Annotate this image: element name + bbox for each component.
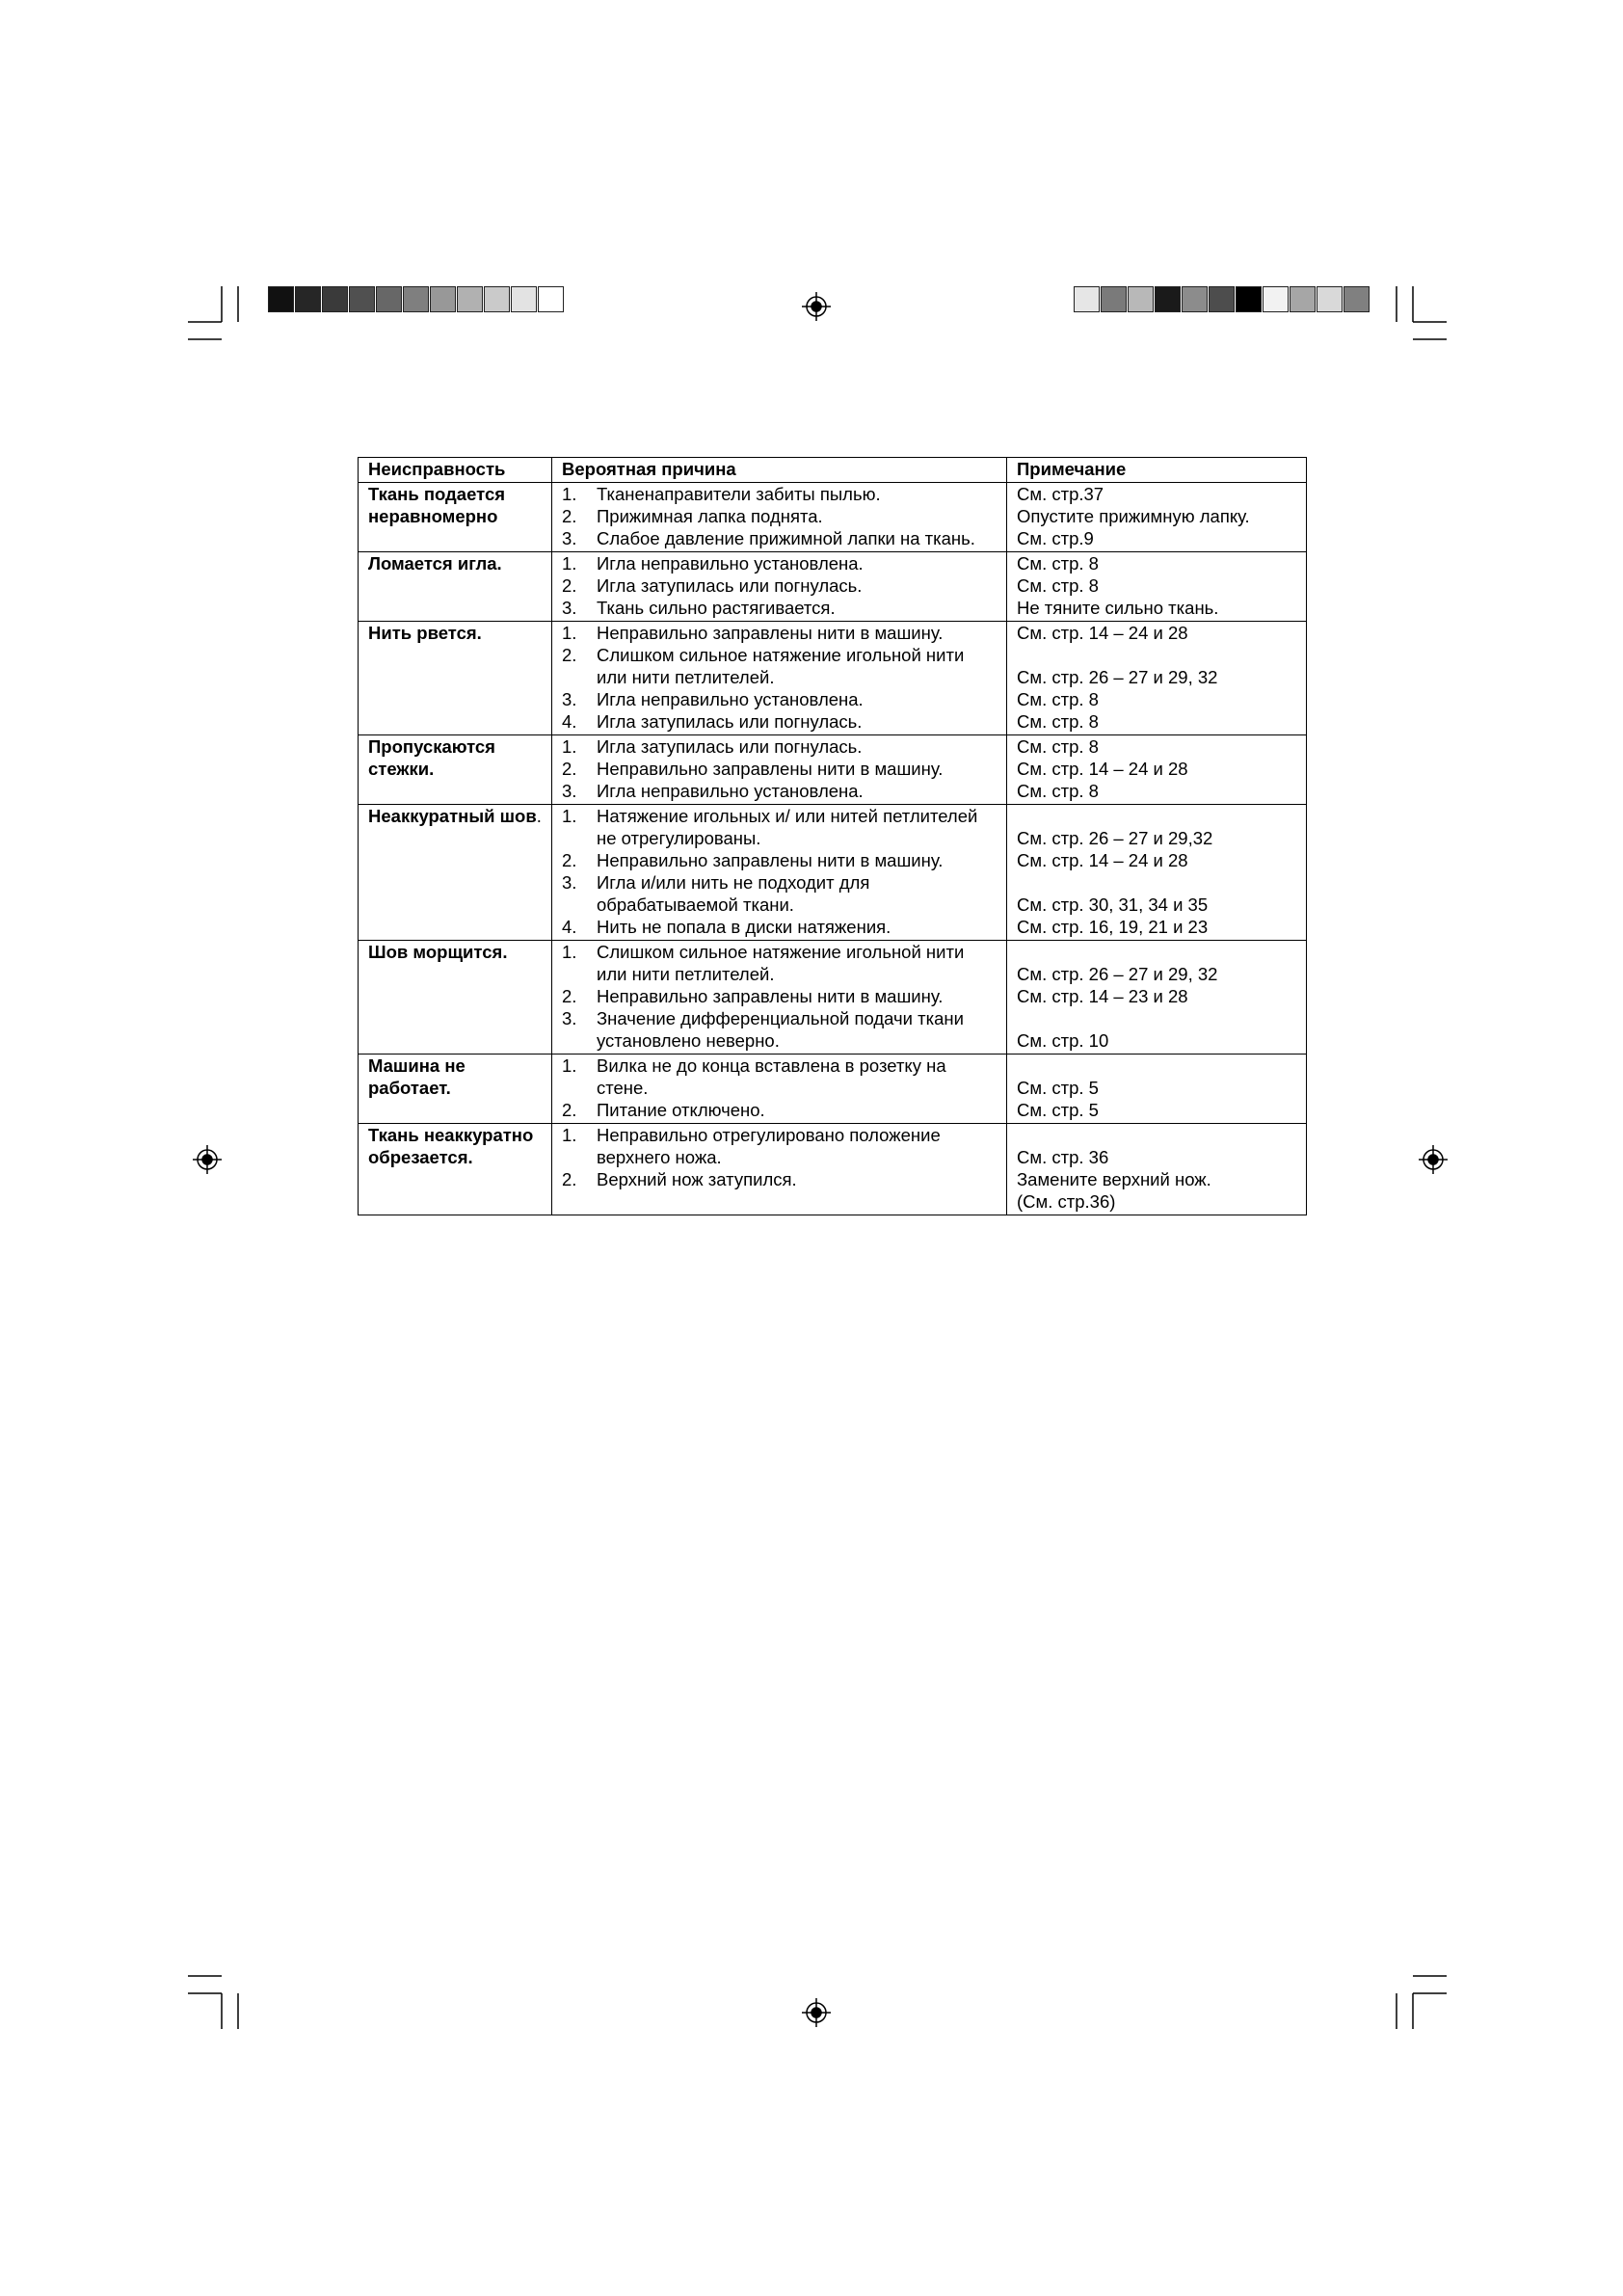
table-row [359, 552, 1307, 622]
note-line [1017, 1124, 1296, 1146]
fault-cell [359, 805, 552, 941]
ramp-left-swatch [295, 286, 321, 312]
cause-item [562, 505, 997, 527]
cause-number: 1. [562, 736, 577, 757]
note-cell [1007, 805, 1307, 941]
cause-text: Слишком сильное натяжение игольной нити или нити петлителей. [597, 942, 965, 984]
note-cell [1007, 1055, 1307, 1124]
cause-number: 2. [562, 1169, 577, 1189]
table-row [359, 805, 1307, 941]
cause-number: 2. [562, 1100, 577, 1120]
ramp-right-swatch [1074, 286, 1100, 312]
table-row [359, 735, 1307, 805]
fault-text: Ткань неаккуратно обрезается. [368, 1125, 534, 1167]
fault-text: Пропускаются стежки. [368, 736, 495, 779]
header-note: Примечание [1007, 458, 1307, 483]
note-line: См. стр. 26 – 27 и 29, 32 [1017, 964, 1218, 984]
ramp-left-swatch [349, 286, 375, 312]
cause-cell [552, 1124, 1007, 1215]
cause-number: 2. [562, 986, 577, 1006]
cause-number: 3. [562, 598, 577, 618]
cause-number: 3. [562, 1008, 577, 1028]
cause-text: Неправильно заправлены нити в машину. [597, 986, 944, 1006]
ramp-right-swatch [1317, 286, 1343, 312]
cause-item [562, 483, 997, 505]
cause-cell [552, 1055, 1007, 1124]
header-cause: Вероятная причина [552, 458, 1007, 483]
fault-cell [359, 483, 552, 552]
note-line: См. стр. 10 [1017, 1030, 1109, 1051]
cause-item [562, 1124, 997, 1168]
cause-item [562, 644, 997, 688]
cause-number: 1. [562, 553, 577, 574]
table-row [359, 622, 1307, 735]
cause-item [562, 849, 997, 871]
fault-text-tail: . [536, 806, 542, 826]
ramp-right-swatch [1182, 286, 1208, 312]
note-line: (См. стр.36) [1017, 1191, 1116, 1212]
cause-text: Тканенаправители забиты пылью. [597, 484, 881, 504]
cause-item [562, 552, 997, 574]
note-line: См. стр. 8 [1017, 711, 1099, 732]
cause-text: Игла неправильно установлена. [597, 553, 864, 574]
fault-text: Ткань подается неравномерно [368, 484, 506, 526]
note-cell [1007, 941, 1307, 1055]
cause-number: 2. [562, 759, 577, 779]
cause-item [562, 985, 997, 1007]
cause-cell [552, 805, 1007, 941]
cause-number: 2. [562, 850, 577, 870]
troubleshooting-table [358, 457, 1307, 1215]
note-line [1017, 1007, 1296, 1029]
note-cell [1007, 552, 1307, 622]
fault-cell [359, 1124, 552, 1215]
cause-item [562, 780, 997, 802]
cause-number: 4. [562, 711, 577, 732]
note-line [1017, 871, 1296, 894]
cause-cell [552, 941, 1007, 1055]
cause-number: 1. [562, 484, 577, 504]
note-line: Замените верхний нож. [1017, 1169, 1211, 1189]
ramp-left-swatch [322, 286, 348, 312]
note-line: См. стр. 8 [1017, 689, 1099, 709]
note-line: См. стр. 36 [1017, 1147, 1109, 1167]
ramp-right-swatch [1344, 286, 1370, 312]
cause-text: Неправильно заправлены нити в машину. [597, 623, 944, 643]
fault-cell [359, 552, 552, 622]
cause-cell [552, 552, 1007, 622]
fault-text: Ломается игла. [368, 553, 502, 574]
cause-number: 1. [562, 806, 577, 826]
ramp-left-swatch [430, 286, 456, 312]
note-line: Не тяните сильно ткань. [1017, 598, 1219, 618]
cause-text: Слишком сильное натяжение игольной нити или нити петлителей. [597, 645, 965, 687]
ramp-left-swatch [457, 286, 483, 312]
cause-item [562, 622, 997, 644]
cause-item [562, 805, 997, 849]
note-line [1017, 805, 1296, 827]
cause-text: Игла затупилась или погнулась. [597, 711, 863, 732]
note-line: См. стр. 26 – 27 и 29,32 [1017, 828, 1213, 848]
note-line: См. стр. 8 [1017, 736, 1099, 757]
cause-text: Неправильно заправлены нити в машину. [597, 759, 944, 779]
cause-number: 2. [562, 645, 577, 665]
cause-text: Ткань сильно растягивается. [597, 598, 836, 618]
cause-item [562, 1168, 997, 1190]
cause-item [562, 574, 997, 597]
cause-item [562, 1099, 997, 1121]
cause-text: Вилка не до конца вставлена в розетку на стене. [597, 1055, 946, 1098]
cause-number: 4. [562, 917, 577, 937]
cause-item [562, 597, 997, 619]
cause-text: Нить не попала в диски натяжения. [597, 917, 891, 937]
ramp-left-swatch [403, 286, 429, 312]
note-cell [1007, 1124, 1307, 1215]
cause-cell [552, 483, 1007, 552]
cause-text: Неправильно отрегулировано положение верхнего ножа. [597, 1125, 941, 1167]
cause-item [562, 527, 997, 549]
note-line: См. стр.37 [1017, 484, 1104, 504]
note-line: См. стр. 8 [1017, 553, 1099, 574]
cause-cell [552, 735, 1007, 805]
cause-item [562, 710, 997, 733]
table-row [359, 483, 1307, 552]
cause-text: Игла неправильно установлена. [597, 689, 864, 709]
note-cell [1007, 483, 1307, 552]
note-line: См. стр. 26 – 27 и 29, 32 [1017, 667, 1218, 687]
ramp-left-swatch [268, 286, 294, 312]
cause-text: Игла затупилась или погнулась. [597, 575, 863, 596]
ramp-right-swatch [1290, 286, 1316, 312]
cause-text: Неправильно заправлены нити в машину. [597, 850, 944, 870]
fault-cell [359, 622, 552, 735]
gray-ramp-left [268, 286, 565, 312]
ramp-right-swatch [1128, 286, 1154, 312]
cause-text: Слабое давление прижимной лапки на ткань. [597, 528, 975, 548]
cause-text: Игла и/или нить не подходит для обрабатываемой ткани. [597, 872, 870, 915]
cause-number: 3. [562, 528, 577, 548]
note-line: См. стр. 14 – 24 и 28 [1017, 623, 1188, 643]
cause-cell [552, 622, 1007, 735]
fault-text: Нить рвется. [368, 623, 482, 643]
fault-text: Шов морщится. [368, 942, 508, 962]
cause-text: Верхний нож затупился. [597, 1169, 797, 1189]
cause-number: 1. [562, 1125, 577, 1145]
cause-text: Игла неправильно установлена. [597, 781, 864, 801]
note-line [1017, 1055, 1296, 1077]
cause-text: Натяжение игольных и/ или нитей петлителей не отрегулированы. [597, 806, 978, 848]
table-row [359, 941, 1307, 1055]
fault-text: Машина не работает. [368, 1055, 466, 1098]
note-line: См. стр. 14 – 24 и 28 [1017, 759, 1188, 779]
note-cell [1007, 622, 1307, 735]
ramp-right-swatch [1236, 286, 1262, 312]
fault-text: Неаккуратный шов [368, 806, 537, 826]
cause-text: Питание отключено. [597, 1100, 765, 1120]
ramp-left-swatch [376, 286, 402, 312]
table-row [359, 1055, 1307, 1124]
note-line: См. стр. 5 [1017, 1100, 1099, 1120]
ramp-left-swatch [484, 286, 510, 312]
cause-text: Игла затупилась или погнулась. [597, 736, 863, 757]
note-line: Опустите прижимную лапку. [1017, 506, 1250, 526]
ramp-right-swatch [1101, 286, 1127, 312]
note-line: См. стр. 5 [1017, 1078, 1099, 1098]
note-line: См. стр. 16, 19, 21 и 23 [1017, 917, 1209, 937]
cause-number: 2. [562, 506, 577, 526]
cause-number: 1. [562, 1055, 577, 1076]
table-header-row [359, 458, 1307, 483]
cause-item [562, 871, 997, 916]
ramp-right-swatch [1263, 286, 1289, 312]
header-fault: Неисправность [359, 458, 552, 483]
note-line: См. стр. 14 – 24 и 28 [1017, 850, 1188, 870]
note-line: См. стр. 30, 31, 34 и 35 [1017, 894, 1209, 915]
note-line: См. стр. 8 [1017, 781, 1099, 801]
note-line [1017, 941, 1296, 963]
fault-cell [359, 941, 552, 1055]
cause-number: 3. [562, 872, 577, 893]
cause-text: Значение дифференциальной подачи ткани установлено неверно. [597, 1008, 964, 1051]
note-line: См. стр. 14 – 23 и 28 [1017, 986, 1188, 1006]
cause-item [562, 916, 997, 938]
cause-item [562, 1007, 997, 1052]
fault-cell [359, 1055, 552, 1124]
ramp-left-swatch [538, 286, 564, 312]
fault-cell [359, 735, 552, 805]
cause-item [562, 1055, 997, 1099]
cause-number: 1. [562, 623, 577, 643]
cause-item [562, 941, 997, 985]
note-line: См. стр.9 [1017, 528, 1094, 548]
ramp-right-swatch [1209, 286, 1235, 312]
note-line: См. стр. 8 [1017, 575, 1099, 596]
cause-item [562, 688, 997, 710]
cause-number: 3. [562, 781, 577, 801]
cause-number: 2. [562, 575, 577, 596]
ramp-right-swatch [1155, 286, 1181, 312]
table-row [359, 1124, 1307, 1215]
note-cell [1007, 735, 1307, 805]
cause-item [562, 758, 997, 780]
cause-number: 3. [562, 689, 577, 709]
gray-ramp-right [1074, 286, 1370, 312]
cause-number: 1. [562, 942, 577, 962]
note-line [1017, 644, 1296, 666]
ramp-left-swatch [511, 286, 537, 312]
table-body [359, 483, 1307, 1215]
cause-text: Прижимная лапка поднята. [597, 506, 823, 526]
cause-item [562, 735, 997, 758]
